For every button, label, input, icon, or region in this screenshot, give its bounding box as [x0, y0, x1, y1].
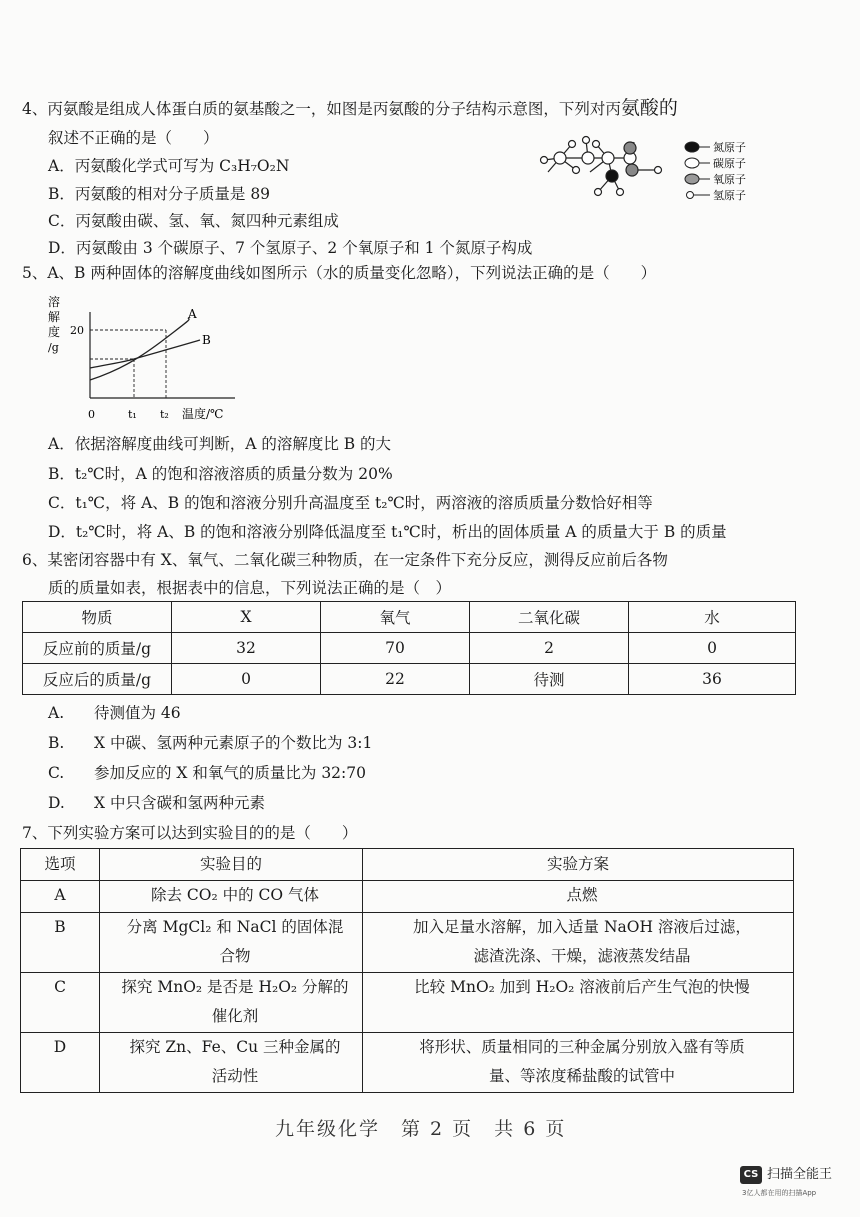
option-letter: D.	[48, 794, 65, 812]
table-cell-plan	[363, 881, 794, 913]
page-footer: 九年级化学 第 2 页 共 6 页	[275, 1118, 567, 1140]
table-cell-option: B	[21, 913, 100, 973]
q6-stem-line2: 质的质量如表，根据表中的信息，下列说法正确的是（ ）	[48, 579, 452, 597]
brand-name: 扫描全能王	[767, 1167, 833, 1182]
table-header-cell: 实验目的	[100, 849, 363, 881]
q6-stem-line1: 6、某密闭容器中有 X、氧气、二氧化碳三种物质，在一定条件下充分反应，测得反应前后各物	[22, 551, 668, 569]
legend-hydrogen: 氢原子	[713, 189, 746, 202]
table-cell: 36	[629, 664, 796, 695]
option-text: X 中碳、氢两种元素原子的个数比为 3:1	[94, 734, 373, 752]
plan-line: 加入足量水溶解，加入适量 NaOH 溶液后过滤，	[413, 918, 751, 936]
table-row	[21, 913, 794, 973]
legend-carbon: 碳原子	[713, 157, 746, 170]
table-row	[23, 633, 796, 664]
q4-option-c: C．丙氨酸由碳、氢、氧、氮四种元素组成	[48, 212, 339, 230]
table-header-cell: 氧气	[321, 602, 470, 633]
q6-option-b	[48, 733, 373, 753]
q6-option-a	[48, 703, 181, 723]
table-cell: 0	[629, 633, 796, 664]
plan-line: 将形状、质量相同的三种金属分别放入盛有等质	[419, 1038, 745, 1056]
goal-line: 探究 Zn、Fe、Cu 三种金属的	[129, 1038, 341, 1056]
table-cell-option: C	[21, 973, 100, 1033]
curve-a-label: A	[188, 307, 197, 321]
q7-experiment-table	[20, 848, 794, 1093]
ylabel-char-3: 度	[48, 325, 61, 339]
plan-line: 量、等浓度稀盐酸的试管中	[488, 1067, 675, 1085]
plan-line: 点燃	[566, 886, 598, 904]
q4-option-d: D．丙氨酸由 3 个碳原子、7 个氢原子、2 个氧原子和 1 个氮原子构成	[48, 239, 533, 257]
option-text: 待测值为 46	[94, 704, 181, 722]
q5-option-d: D．t₂℃时，将 A、B 的饱和溶液分别降低温度至 t₁℃时，析出的固体质量 A 的质量大于 B 的质量	[48, 523, 727, 541]
table-cell: 22	[321, 664, 470, 695]
table-cell-goal	[100, 913, 363, 973]
q6-mass-table	[22, 601, 796, 695]
table-header-cell: 实验方案	[363, 849, 794, 881]
table-cell-option: A	[21, 881, 100, 913]
table-row	[21, 881, 794, 913]
table-cell: 2	[470, 633, 629, 664]
plan-line: 滤渣洗涤、干燥，滤液蒸发结晶	[473, 947, 691, 965]
q5-option-c: C．t₁℃，将 A、B 的饱和溶液分别升高温度至 t₂℃时，两溶液的溶质质量分数恰好相等	[48, 494, 653, 512]
q4-option-a: A．丙氨酸化学式可写为 C₃H₇O₂N	[48, 157, 290, 175]
legend-oxygen: 氧原子	[713, 173, 746, 186]
plan-line: 比较 MnO₂ 加到 H₂O₂ 溶液前后产生气泡的快慢	[414, 978, 750, 996]
q6-option-c	[48, 763, 366, 783]
table-cell: 反应前的质量/g	[23, 633, 172, 664]
goal-line: 探究 MnO₂ 是否是 H₂O₂ 分解的	[121, 978, 349, 996]
q5-option-b: B．t₂℃时，A 的饱和溶液溶质的质量分数为 20%	[48, 465, 393, 483]
table-cell: 70	[321, 633, 470, 664]
table-cell-goal	[100, 1033, 363, 1093]
option-letter: A.	[48, 704, 65, 722]
q4-stem-line1	[22, 98, 678, 119]
table-row	[23, 664, 796, 695]
xtick-t2: t₂	[160, 408, 169, 421]
option-letter: C.	[48, 764, 65, 782]
curve-b-label: B	[202, 333, 211, 347]
table-header-cell: 二氧化碳	[470, 602, 629, 633]
curve-a	[90, 318, 189, 380]
table-header-row	[23, 602, 796, 633]
table-cell-plan	[363, 913, 794, 973]
molecule-legend	[685, 142, 710, 199]
q5-option-a: A．依据溶解度曲线可判断，A 的溶解度比 B 的大	[48, 435, 392, 453]
q7-stem: 7、下列实验方案可以达到实验目的的是（ ）	[22, 824, 358, 842]
q5-stem: 5、A、B 两种固体的溶解度曲线如图所示（水的质量变化忽略），下列说法正确的是（ ）	[22, 264, 657, 282]
goal-line: 合物	[219, 947, 251, 965]
alanine-molecule-diagram	[530, 130, 770, 210]
table-cell: 32	[172, 633, 321, 664]
legend-nitrogen: 氮原子	[713, 141, 746, 154]
table-header-cell: 水	[629, 602, 796, 633]
table-cell-goal	[100, 881, 363, 913]
xlabel: 温度/℃	[182, 407, 224, 421]
table-header-cell: X	[172, 602, 321, 633]
curve-b	[90, 340, 200, 368]
table-cell: 反应后的质量/g	[23, 664, 172, 695]
goal-line: 活动性	[211, 1067, 259, 1085]
option-text: 参加反应的 X 和氧气的质量比为 32:70	[94, 764, 366, 782]
table-cell: 0	[172, 664, 321, 695]
ylabel-char-2: 解	[48, 310, 61, 324]
q4-stem-tail: 氨酸的	[620, 97, 678, 119]
table-header-cell: 物质	[23, 602, 172, 633]
goal-line: 分离 MgCl₂ 和 NaCl 的固体混	[126, 918, 344, 936]
table-row	[21, 1033, 794, 1093]
xtick-0: 0	[88, 408, 95, 421]
table-cell-plan	[363, 1033, 794, 1093]
option-text: X 中只含碳和氢两种元素	[94, 794, 265, 812]
cs-logo-icon: CS	[740, 1166, 762, 1184]
ylabel-char-1: 溶	[48, 295, 61, 309]
goal-line: 除去 CO₂ 中的 CO 气体	[150, 886, 320, 904]
table-header-row	[21, 849, 794, 881]
xtick-t1: t₁	[128, 408, 137, 421]
option-letter: B.	[48, 734, 65, 752]
table-header-cell: 选项	[21, 849, 100, 881]
q4-stem-line2: 叙述不正确的是（ ）	[48, 129, 219, 147]
table-cell: 待测	[470, 664, 629, 695]
table-cell-goal	[100, 973, 363, 1033]
q4-option-b: B．丙氨酸的相对分子质量是 89	[48, 185, 271, 203]
ytick-20: 20	[70, 324, 84, 337]
ylabel-char-4: /g	[48, 341, 59, 354]
solubility-curve-chart	[40, 292, 240, 432]
goal-line: 催化剂	[211, 1007, 259, 1025]
table-cell-plan	[363, 973, 794, 1033]
q6-option-d	[48, 793, 265, 813]
q4-stem-text: 4、丙氨酸是组成人体蛋白质的氨基酸之一，如图是丙氨酸的分子结构示意图，下列对丙	[22, 100, 621, 118]
table-cell-option: D	[21, 1033, 100, 1093]
brand-tagline: 3亿人都在用的扫描App	[742, 1189, 817, 1197]
table-row	[21, 973, 794, 1033]
